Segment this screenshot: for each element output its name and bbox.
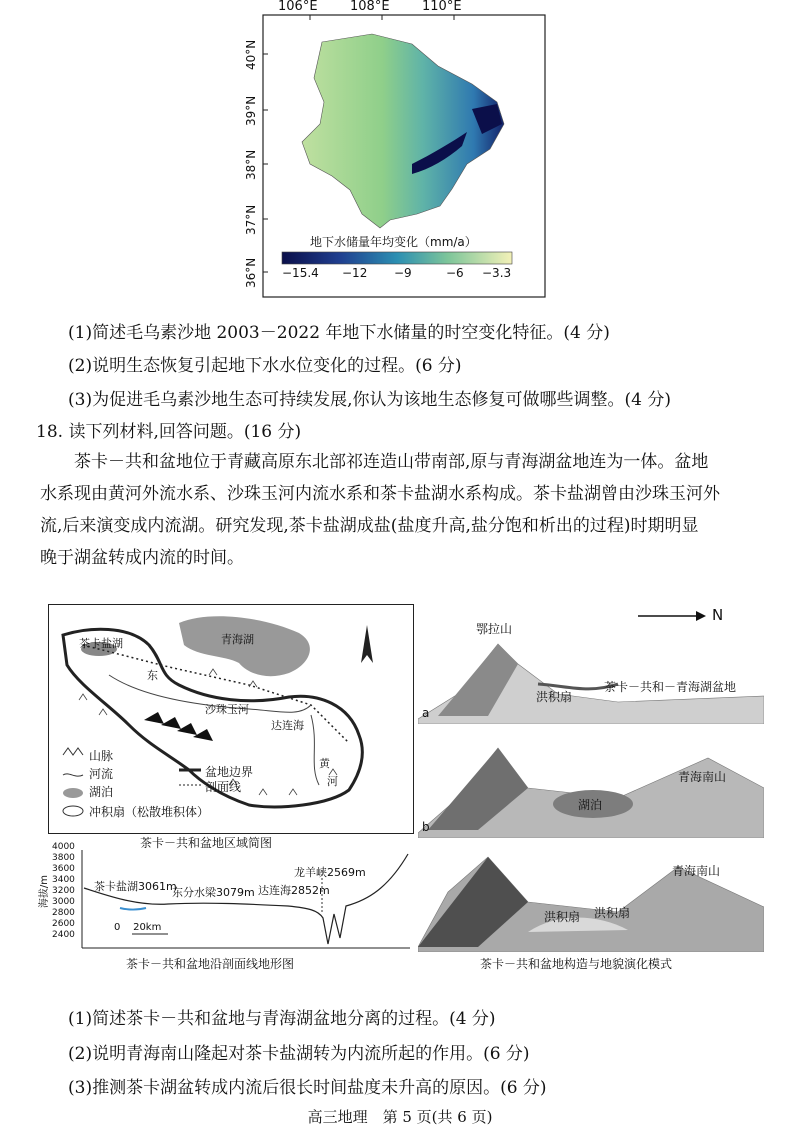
label-qinghai: 青海湖 [221,633,254,646]
label-chaka: 茶卡盐湖 [79,637,123,650]
legend-profile: 剖面线 [205,780,242,794]
page-footer: 高三地理 第 5 页(共 6 页) [307,1108,493,1126]
label-he: 河 [327,775,338,788]
lat-36: 36°N [244,257,258,288]
model-a [418,624,764,724]
north-arrow-icon [361,625,373,663]
chaka-lake-water [120,908,146,910]
b-tag: b [422,820,430,834]
model-b [418,738,764,838]
q17-2: (2)说明生态恢复引起地下水水位变化的过程。(6 分) [68,356,462,376]
ytick-2600: 2600 [52,919,75,929]
lat-40: 40°N [244,39,258,70]
ytick-3400: 3400 [52,875,75,885]
profile-caption: 茶卡－共和盆地沿剖面线地形图 [126,957,295,971]
material-line-3: 流,后来演变成内流湖。研究发现,茶卡盐湖成盐(盐度升高,盐分饱和析出的过程)时期明显 [40,516,699,536]
material-line-4: 晚于湖盆转成内流的时间。 [40,548,244,568]
legend-river: 河流 [89,767,114,781]
north-arrow-right-icon [636,608,708,624]
model-b-svg [418,738,764,838]
tick-4: −6 [446,266,464,280]
a-mountain-label: 鄂拉山 [476,622,513,636]
tick-1: −15.4 [282,266,319,280]
profile-yticks [52,842,75,941]
ytick-3200: 3200 [52,886,75,896]
profile-label-chaka: 茶卡盐湖3061m [94,880,177,893]
region-map-figure [48,604,414,834]
label-dalian: 达连海 [271,719,304,732]
yellow-river [311,715,319,785]
profile-scale: 0 20km [114,922,162,933]
c-fan2-label: 洪积扇 [594,906,631,920]
region-map-caption: 茶卡－共和盆地区域简图 [140,836,273,850]
tick-2: −12 [342,266,368,280]
groundwater-map-svg [262,14,546,298]
profile-label-dalian: 达连海2852m [258,884,330,897]
b-lake-label: 湖泊 [578,798,603,812]
q18-material [40,446,770,574]
c-mountain-label: 青海南山 [672,864,721,878]
ytick-4000: 4000 [52,842,75,852]
a-fan-label: 洪积扇 [536,690,573,704]
ytick-3600: 3600 [52,864,75,874]
profile-line [83,645,349,743]
ytick-3000: 3000 [52,897,75,907]
profile-label-dongfen: 东分水梁3079m [172,886,255,899]
lon-110: 110°E [422,0,462,14]
lon-108: 108°E [350,0,390,14]
q18-header: 18. 读下列材料,回答问题。(16 分) [36,422,302,442]
alluvial-fans [144,712,213,741]
label-huang: 黄 [319,757,330,770]
ytick-2800: 2800 [52,908,75,918]
legend-mountain: 山脉 [89,749,114,763]
a-basin-label: 茶卡－共和－青海湖盆地 [604,680,737,694]
material-line-2: 水系现由黄河外流水系、沙珠玉河内流水系和茶卡盐湖水系构成。茶卡盐湖曾由沙珠玉河外 [40,484,720,504]
legend-title: 地下水储量年均变化（mm/a） [310,235,477,249]
tick-5: −3.3 [482,266,512,280]
b-mountain-label: 青海南山 [678,770,727,784]
lat-37: 37°N [244,204,258,235]
groundwater-map [262,14,546,298]
q17-3: (3)为促进毛乌素沙地生态可持续发展,你认为该地生态修复可做哪些调整。(4 分) [68,390,671,410]
profile-ylabel: 海拔/m [39,874,51,909]
ytick-2400: 2400 [52,930,75,940]
colorbar [282,252,512,264]
model-a-svg [418,624,764,724]
ytick-3800: 3800 [52,853,75,863]
lon-106: 106°E [278,0,318,14]
models-caption: 茶卡－共和盆地构造与地貌演化模式 [480,957,673,971]
north-label: N [712,606,724,624]
q18-3: (3)推测茶卡湖盆转成内流后很长时间盐度未升高的原因。(6 分) [68,1078,547,1098]
c-fan1-label: 洪积扇 [544,910,581,924]
q18-1: (1)简述茶卡－共和盆地与青海湖盆地分离的过程。(4 分) [68,1009,496,1029]
legend-fan: 冲积扇（松散堆积体） [89,805,210,819]
legend-lake: 湖泊 [89,785,114,799]
material-line-1: 茶卡－共和盆地位于青藏高原东北部祁连造山带南部,原与青海湖盆地连为一体。盆地 [74,452,709,472]
q18-2: (2)说明青海南山隆起对茶卡盐湖转为内流所起的作用。(6 分) [68,1044,530,1064]
lat-38: 38°N [244,149,258,180]
label-shazhuyu: 沙珠玉河 [205,703,249,716]
profile-label-longyang: 龙羊峡2569m [294,866,366,879]
model-c [418,852,764,952]
q17-1: (1)简述毛乌素沙地 2003－2022 年地下水储量的时空变化特征。(4 分) [68,323,610,343]
lat-39: 39°N [244,95,258,126]
tick-3: −9 [394,266,412,280]
legend-boundary: 盆地边界 [205,765,254,779]
a-tag: a [422,706,430,720]
label-dong: 东 [147,669,158,682]
